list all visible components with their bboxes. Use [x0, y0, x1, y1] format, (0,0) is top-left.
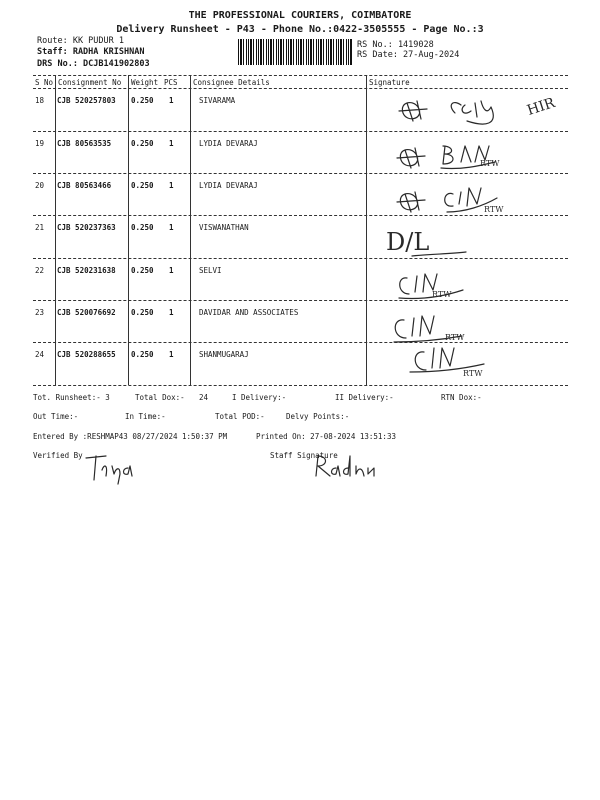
- company-title: THE PROFESSIONAL COURIERS, COIMBATORE: [188, 10, 412, 21]
- row-pcs: 1: [169, 181, 174, 190]
- row-weight: 0.250: [131, 266, 154, 275]
- runsheet-subtitle: Delivery Runsheet - P43 - Phone No.:0422-3505555 - Page No.:3: [116, 24, 484, 35]
- row-consignee: DAVIDAR AND ASSOCIATES: [199, 308, 299, 317]
- handwritten-note: HIR: [525, 95, 558, 119]
- table-bottom-rule: [33, 385, 568, 386]
- total-pod-label: Total POD:-: [215, 412, 265, 421]
- verified-by-label: Verified By: [33, 451, 83, 460]
- handwritten-note: D/L: [386, 228, 430, 256]
- col-divider: [128, 75, 129, 385]
- row-sno: 20: [35, 181, 45, 190]
- row-pcs: 1: [169, 266, 174, 275]
- row-pcs: 1: [169, 223, 174, 232]
- handwritten-signature: [395, 182, 525, 222]
- handwritten-note: RTW: [463, 369, 483, 378]
- out-time-label: Out Time:-: [33, 412, 79, 421]
- row-weight: 0.250: [131, 308, 154, 317]
- row-weight: 0.250: [131, 139, 154, 148]
- header-pcs: PCS: [164, 78, 178, 87]
- row-weight: 0.250: [131, 350, 154, 359]
- verifier-signature: [84, 452, 164, 486]
- rtn-dox-label: RTN Dox:-: [441, 393, 482, 402]
- in-time-label: In Time:-: [125, 412, 166, 421]
- row-sno: 21: [35, 223, 45, 232]
- staff-signature: [312, 452, 402, 482]
- total-dox-value: 24: [199, 393, 209, 402]
- row-rule: [33, 258, 568, 259]
- i-delivery-label: I Delivery:-: [232, 393, 287, 402]
- handwritten-note: RTW: [484, 205, 504, 214]
- col-divider: [55, 75, 56, 385]
- handwritten-note: RTW: [432, 290, 452, 299]
- row-sno: 22: [35, 266, 45, 275]
- row-sno: 23: [35, 308, 45, 317]
- header-consignment: Consignment No: [58, 78, 122, 87]
- handwritten-note: RTW: [445, 333, 465, 342]
- table-top-rule: [33, 75, 568, 76]
- row-sno: 24: [35, 350, 45, 359]
- row-sno: 19: [35, 139, 45, 148]
- staff-signature-label: Staff Signature: [270, 451, 338, 460]
- header-weight: Weight: [131, 78, 159, 87]
- rs-no-label: RS No.: 1419028: [357, 40, 434, 50]
- handwritten-note: RTW: [480, 159, 500, 168]
- handwritten-signature: [395, 140, 525, 180]
- staff-label: Staff: RADHA KRISHNAN: [37, 47, 145, 57]
- col-divider: [190, 75, 191, 385]
- row-consignee: SIVARAMA: [199, 96, 236, 105]
- rs-date-label: RS Date: 27-Aug-2024: [357, 50, 460, 60]
- tot-runsheet: Tot. Runsheet:- 3: [33, 393, 110, 402]
- row-consignment: CJB 80563535: [57, 139, 112, 148]
- row-sno: 18: [35, 96, 45, 105]
- ii-delivery-label: II Delivery:-: [335, 393, 394, 402]
- row-consignee: LYDIA DEVARAJ: [199, 181, 258, 190]
- row-consignee: LYDIA DEVARAJ: [199, 139, 258, 148]
- route-label: Route: KK PUDUR 1: [37, 36, 124, 46]
- row-pcs: 1: [169, 308, 174, 317]
- row-consignment: CJB 520231638: [57, 266, 116, 275]
- header-consignee: Consignee Details: [193, 78, 270, 87]
- handwritten-underline: [410, 248, 470, 262]
- row-weight: 0.250: [131, 181, 154, 190]
- drs-label: DRS No.: DCJB141902803: [37, 59, 150, 69]
- row-pcs: 1: [169, 96, 174, 105]
- row-consignee: VISWANATHAN: [199, 223, 249, 232]
- row-consignee: SHANMUGARAJ: [199, 350, 249, 359]
- header-signature: Signature: [369, 78, 410, 87]
- entered-by: Entered By :RESHMAP43 08/27/2024 1:50:37 PM: [33, 432, 228, 441]
- header-sno: S No: [35, 78, 54, 87]
- barcode: [238, 39, 353, 65]
- table-header-rule: [33, 88, 568, 89]
- row-consignment: CJB 520076692: [57, 308, 116, 317]
- row-consignment: CJB 80563466: [57, 181, 112, 190]
- row-consignment: CJB 520288655: [57, 350, 116, 359]
- delvy-points-label: Delvy Points:-: [286, 412, 350, 421]
- row-consignment: CJB 520257803: [57, 96, 116, 105]
- printed-on: Printed On: 27-08-2024 13:51:33: [256, 432, 396, 441]
- total-dox-label: Total Dox:-: [135, 393, 185, 402]
- handwritten-signature: [393, 268, 513, 308]
- row-consignee: SELVI: [199, 266, 222, 275]
- row-consignment: CJB 520237363: [57, 223, 116, 232]
- row-weight: 0.250: [131, 223, 154, 232]
- row-weight: 0.250: [131, 96, 154, 105]
- col-divider: [366, 75, 367, 385]
- row-pcs: 1: [169, 139, 174, 148]
- row-pcs: 1: [169, 350, 174, 359]
